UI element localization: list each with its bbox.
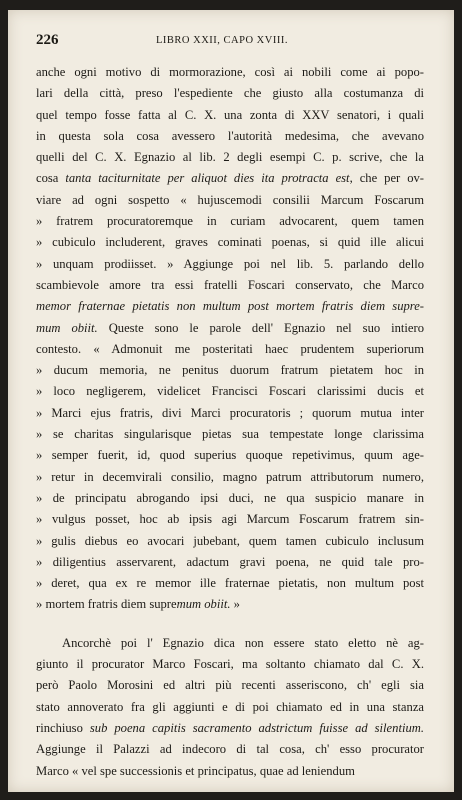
text-line: contesto. « Admonuit me posteritati haec prudentem superiorum bbox=[36, 341, 424, 356]
book-page bbox=[8, 10, 454, 792]
text-line: Marco « vel spe successionis et principatus, quae ad leniendum bbox=[36, 763, 355, 778]
paragraph-1 bbox=[36, 62, 424, 616]
text-line: Aggiunge il Palazzi ad indecoro di tal cosa, ch' esso procurator bbox=[36, 742, 424, 757]
text-line: » Marci ejus fratris, divi Marci procuratoris ; quorum mutua inter bbox=[36, 405, 424, 420]
text-line: quel tempo fosse fatta al C. X. una zonta di XXV senatori, i quali bbox=[36, 107, 424, 122]
text-line: » mortem fratris diem supremum obiit. » bbox=[36, 597, 240, 612]
text-line: mum obiit. Queste sono le parole dell' Egnazio nel suo intiero bbox=[36, 320, 425, 335]
text-line: stato annoverato fra gli aggiunti e di poi chiamato ed in una stanza bbox=[36, 699, 424, 714]
page-number: 226 bbox=[36, 32, 59, 48]
text-line: in questa sola cosa avessero l'autorità medesima, che avevano bbox=[36, 128, 424, 143]
text-line: rinchiuso sub poena capitis sacramento adstrictum fuisse ad silentium. bbox=[36, 720, 424, 735]
text-line: quelli del C. X. Egnazio al lib. 2 degli esempi C. p. scrive, che la bbox=[36, 150, 424, 165]
text-line: memor fraternae pietatis non multum post mortem fratris diem supre- bbox=[36, 299, 424, 314]
text-line: » loco negligerem, videlicet Francisci Foscari clarissimi ducis et bbox=[36, 384, 424, 399]
text-line: » cubiculo includerent, graves cominati poenas, si quid ille alicui bbox=[36, 235, 424, 250]
text-line: cosa tanta taciturnitate per aliquot dies ita protracta est, che per ov- bbox=[36, 171, 425, 186]
text-line: » deret, qua ex re memor ille fraternae pietatis, non multum post bbox=[36, 576, 424, 591]
text-line: » se charitas singularisque pietas sua tempestate longe clarissima bbox=[36, 427, 424, 442]
text-line: » de principatu abrogando ipsi duci, ne qua suspicio manare in bbox=[36, 490, 424, 505]
text-line: viare ad ogni sospetto « hujuscemodi consilii Marcum Foscarum bbox=[36, 192, 424, 207]
text-line: anche ogni motivo di mormorazione, così ai nobili come ai popo- bbox=[36, 65, 424, 79]
text-line: » gulis diebus eo avocari jubebant, quem tamen cubiculo inclusum bbox=[36, 533, 424, 548]
page-body-text bbox=[36, 62, 424, 782]
text-line: » fratrem procuratoremque in curiam advocarent, quem tamen bbox=[36, 214, 424, 229]
text-line: scambievole amore tra essi fratelli Foscari conservato, che Marco bbox=[36, 277, 424, 292]
text-line: però Paolo Morosini ed altri più recenti asseriscono, ch' egli sia bbox=[36, 678, 424, 693]
text-line: » vulgus posset, hoc ab ipsis agi Marcum Foscarum fratrem sin- bbox=[36, 512, 424, 527]
page-header bbox=[36, 32, 430, 50]
text-line: » unquam prodiisset. » Aggiunge poi nel lib. 5. parlando dello bbox=[36, 256, 424, 271]
text-line: » diligentius asservarent, adactum gravi poena, ne quid tale pro- bbox=[36, 554, 424, 569]
text-line: » ducum memoria, ne penitus duorum fratrum pietatem hoc in bbox=[36, 363, 424, 378]
text-line: » retur in decemvirali consilio, magno patrum attributorum numero, bbox=[36, 469, 424, 484]
text-line: » semper fuerit, id, quod superius quoque repetivimus, quum age- bbox=[36, 448, 424, 463]
text-line: giunto il procurator Marco Foscari, ma soltanto chiamato dal C. X. bbox=[36, 657, 424, 672]
paragraph-2 bbox=[36, 633, 424, 782]
text-line: lari della città, preso l'espediente che giusto alla costumanza di bbox=[36, 86, 424, 101]
running-head: LIBRO XXII, CAPO XVIII. bbox=[156, 35, 288, 46]
text-line: Ancorchè poi l' Egnazio dica non essere stato eletto nè ag- bbox=[62, 635, 424, 650]
